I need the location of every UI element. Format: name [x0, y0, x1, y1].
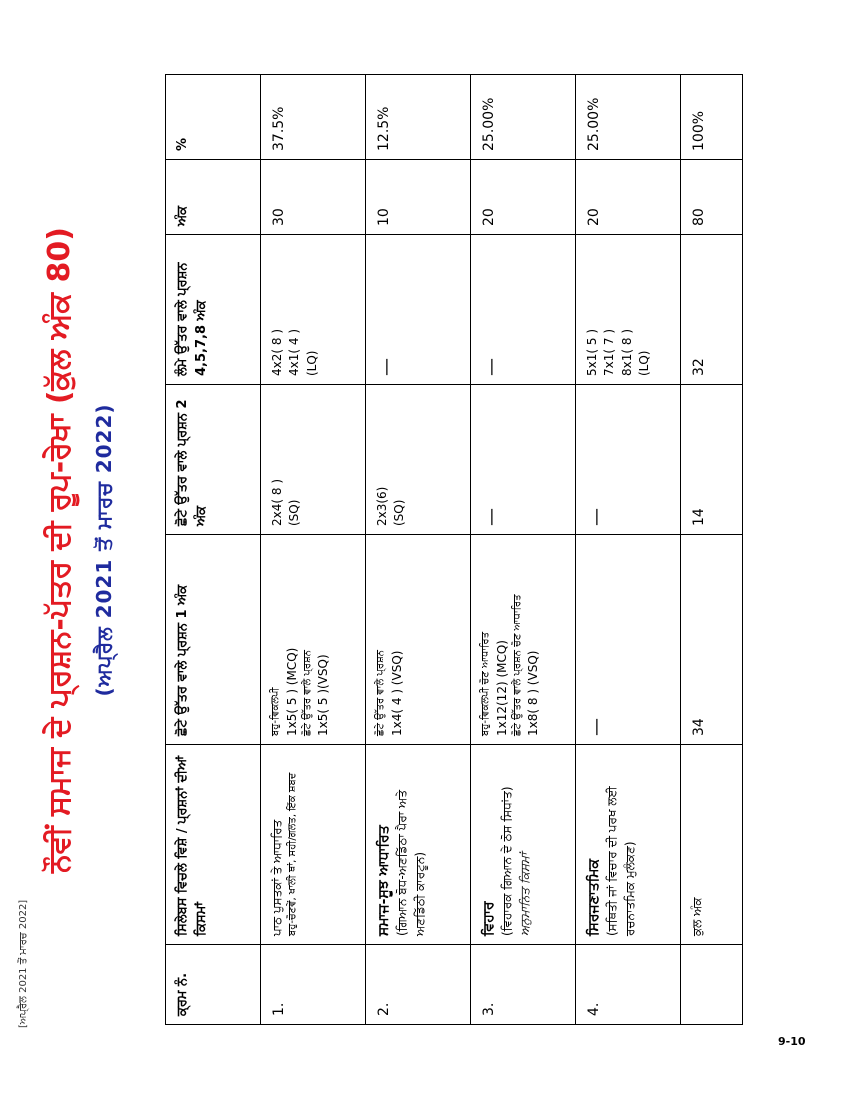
row-two-mark [366, 385, 471, 535]
row-percent: 25.00% [471, 75, 576, 160]
cell-line: 7x1( 7 ) [602, 329, 617, 376]
row-sno: 3. [471, 945, 576, 1025]
footer-session: [ਅਪ੍ਰੈਲ 2021 ਤੋਂ ਮਾਰਚ 2022] [18, 899, 29, 1028]
topic-main: ਵਿਹਾਰ [481, 901, 497, 936]
header-one-mark: ਛੋਟੇ ਉੱਤਰ ਵਾਲੇ ਪ੍ਰਸ਼ਨ 1 ਅੰਕ [166, 535, 261, 745]
header-marks: ਅੰਕ [166, 160, 261, 235]
cell-line: 1x12(12) (MCQ) [494, 640, 509, 736]
row-topic [576, 745, 681, 945]
cell-line: 5x1( 5 ) [585, 329, 599, 376]
cell-line: ਬਹੁ-ਵਿਕਲਪੀ ਚੋਣ ਆਧਾਰਿਤ [480, 632, 491, 736]
row-percent: 25.00% [576, 75, 681, 160]
row-sno: 2. [366, 945, 471, 1025]
row-topic [261, 745, 366, 945]
page-subtitle: (ਅਪ੍ਰੈਲ 2021 ਤੋਂ ਮਾਰਚ 2022) [92, 403, 116, 697]
cell-line: ਛੋਟੇ ਉੱਤਰ ਵਾਲੇ ਪ੍ਰਸ਼ਨ [375, 649, 386, 736]
topic-sub: (ਵਿਹਾਰਕ ਗਿਆਨ ਦੇ ਠੋਸ ਸਿਧਾਂਤ) [500, 786, 515, 936]
row-long [576, 235, 681, 385]
row-one-mark: — [576, 535, 681, 745]
page-number: 9-10 [778, 1035, 806, 1048]
row-two-mark [261, 385, 366, 535]
cell-line: (LQ) [637, 350, 652, 376]
header-two-mark: ਛੋਟੇ ਉੱਤਰ ਵਾਲੇ ਪ੍ਰਸ਼ਨ 2 ਅੰਕ [166, 385, 261, 535]
cell-line: ਛੋਟੇ ਉੱਤਰ ਵਾਲੇ ਪ੍ਰਸ਼ਨ [301, 649, 313, 736]
row-topic [366, 745, 471, 945]
row-one-mark [366, 535, 471, 745]
total-long: 32 [681, 235, 743, 385]
cell-line: (SQ) [392, 499, 407, 526]
topic-main: ਸਿਰਜਣਾਤਮਿਕ [586, 859, 602, 936]
row-sno: 1. [261, 945, 366, 1025]
topic-main: ਸਮਾਜ-ਸੂਝ ਆਧਾਰਿਤ [376, 825, 392, 936]
cell-line: 1x4( 4 ) (VSQ) [389, 650, 404, 736]
cell-line: (LQ) [304, 350, 319, 376]
syllabus-table [165, 74, 743, 1025]
topic-sub: (ਸਥਿਤੀ ਜਾਂ ਵਿਚਾਰ ਦੀ ਪਰਖ ਲਈ ਰਚਨਾਤਮਿਕ ਮੁਲੰਕਣ) [605, 786, 637, 936]
table-row [366, 75, 471, 1025]
cell-line: 1x8( 8 ) (VSQ) [526, 650, 541, 736]
table-row [471, 75, 576, 1025]
row-topic [471, 745, 576, 945]
total-one-mark: 34 [681, 535, 743, 745]
header-topic: ਸਿਲੇਬਸ ਵਿਚਲੇ ਵਿਸ਼ੇ / ਪ੍ਰਸ਼ਨਾਂ ਦੀਆਂ ਕਿਸਮਾਂ [166, 745, 261, 945]
row-two-mark: — [471, 385, 576, 535]
table-header-row [166, 75, 261, 1025]
topic-main: ਪਾਠ ਪੁਸਤਕਾਂ ਤੇ ਆਧਾਰਿਤ [270, 819, 284, 936]
header-long: ਲੰਮੇ ਉੱਤਰ ਵਾਲੇ ਪ੍ਰਸ਼ਨ 4,5,7,8 ਅੰਕ [166, 235, 261, 385]
total-sno [681, 945, 743, 1025]
header-percent: % [166, 75, 261, 160]
row-percent: 37.5% [261, 75, 366, 160]
header-sno: ਕ੍ਰਮ ਨੰ. [166, 945, 261, 1025]
row-marks: 20 [471, 160, 576, 235]
total-two-mark: 14 [681, 385, 743, 535]
row-marks: 20 [576, 160, 681, 235]
row-sno: 4. [576, 945, 681, 1025]
row-percent: 12.5% [366, 75, 471, 160]
topic-sub: ਬਹੁ-ਚੋਣਵੇਂ, ਖਾਲੀ ਥਾਂ, ਸਹੀ/ਗਲਤ, ਇੱਕ ਸ਼ਬਦ [287, 772, 299, 936]
row-two-mark: — [576, 385, 681, 535]
cell-line: ਛੋਟੇ ਉੱਤਰ ਵਾਲੇ ਪ੍ਰਸ਼ਨ ਚੋਣ ਆਧਾਰਿਤ [511, 594, 523, 736]
cell-line: 4x1( 4 ) [287, 329, 302, 376]
cell-line: 8x1( 8 ) [619, 329, 634, 376]
total-row [681, 75, 743, 1025]
cell-line: 4x2( 8 ) [270, 329, 284, 376]
total-marks: 80 [681, 160, 743, 235]
row-marks: 10 [366, 160, 471, 235]
topic-extra: ਅਨੁਮਾਨਿਤ ਕਿਸਮਾਂ [517, 852, 532, 936]
cell-line: 1x5( 5 )(VSQ) [316, 654, 331, 736]
cell-line: 1x5( 5 ) (MCQ) [284, 647, 299, 736]
topic-sub: (ਗਿਆਨ ਬੋਧ-ਅਣਡਿੱਠਾ ਪੈਰਾ ਅਤੇ ਅਣਡਿੱਠੀ ਕਾਰਟੂਨ) [395, 790, 427, 936]
cell-line: ਬਹੁ-ਵਿਕਲਪੀ [270, 687, 281, 736]
cell-line: (SQ) [287, 499, 302, 526]
total-percent: 100% [681, 75, 743, 160]
row-one-mark [471, 535, 576, 745]
row-marks: 30 [261, 160, 366, 235]
total-label: ਕੁਲ ਅੰਕ [681, 745, 743, 945]
row-long: — [471, 235, 576, 385]
page-title: ਨੌਵੀਂ ਸਮਾਜ ਦੇ ਪ੍ਰਸ਼ਨ-ਪੱਤਰ ਦੀ ਰੂਪ-ਰੇਖਾ (ਕੁੱਲ ਅੰਕ 80) [42, 227, 77, 873]
row-one-mark [261, 535, 366, 745]
table-row [261, 75, 366, 1025]
row-long: — [366, 235, 471, 385]
cell-line: 2x3(6) [375, 486, 389, 526]
row-long [261, 235, 366, 385]
table-row [576, 75, 681, 1025]
cell-line: 2x4( 8 ) [270, 479, 284, 526]
